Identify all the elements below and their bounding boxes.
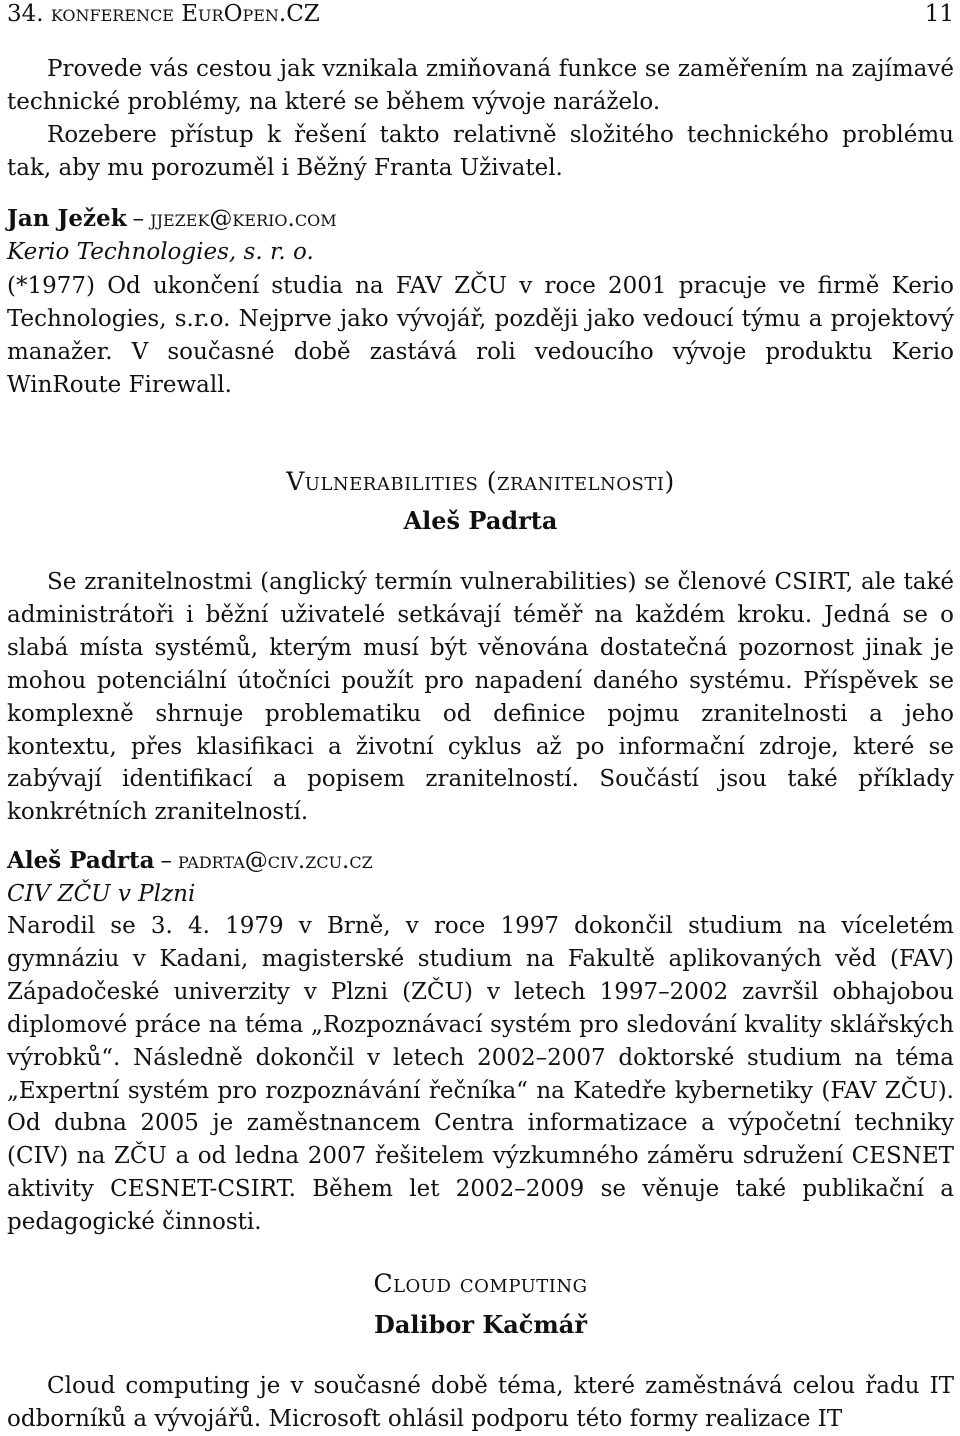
intro-paragraph-1: Provede vás cestou jak vznikala zmiňovaná funkce se zaměřením na zajímavé technické problémy, na které se během vývoje naráželo. [7, 56, 954, 115]
section-author-padrta: Aleš Padrta [403, 506, 558, 535]
bio-jezek-text: (*1977) Od ukončení studia na FAV ZČU v roce 2001 pracuje ve firmě Kerio Technologies, s.r.o. Nejprve jako vývojář, později jako vedoucí týmu a projektový manažer. V současné době zastává roli vedoucího vývoje produktu Kerio WinRoute Firewall. [7, 273, 954, 398]
conference-name: 34. konference EurOpen.CZ [7, 1, 320, 27]
abstract-vulnerabilities: Se zranitelnostmi (anglický termín vulnerabilities) se členové CSIRT, ale také administrátoři i běžní uživatelé setkávají téměř na každém kroku. Jedná se o slabá místa systémů, kterým musí být věnována dostatečná pozornost jinak je mohou potenciální útočníci použít pro napadení daného systému. Příspěvek se komplexně shrnuje problematiku od definice pojmu zranitelnosti a jeho kontextu, přes klasifikaci a životní cyklus až po informační zdroje, které se zabývají identifikací a popisem zranitelností. Součástí jsou také příklady konkrétních zranitelností. [7, 569, 954, 826]
intro-paragraph-2: Rozebere přístup k řešení takto relativně složitého technického problému tak, aby mu porozuměl i Běžný Franta Uživatel. [7, 122, 954, 181]
section-title-vulnerabilities: Vulnerabilities (zranitelnosti) [286, 467, 675, 496]
running-header [7, 0, 954, 32]
bio-padrta-affiliation: CIV ZČU v Plzni [7, 881, 196, 907]
author-email: padrta@civ.zcu.cz [177, 848, 373, 874]
section-author-kacmar: Dalibor Kačmář [374, 1310, 587, 1339]
page-number: 11 [924, 1, 954, 27]
author-email: jjezek@kerio.com [150, 206, 337, 232]
abstract-cloud-computing: Cloud computing je v současné době téma, které zaměstnává celou řadu IT odborníků a vývojářů. Microsoft ohlásil podporu této formy realizace IT [7, 1373, 954, 1432]
bio-padrta-text: Narodil se 3. 4. 1979 v Brně, v roce 1997 dokončil studium na víceletém gymnáziu v Kadani, magisterské studium na Fakultě aplikovaných věd (FAV) Západočeské univerzity v Plzni (ZČU) v letech 1997–2002 završil obhajobou diplomové práce na téma „Rozpoznávací systém pro sledování kvality sklářských výrobků“. Následně dokončil v letech 2002–2007 doktorské studium na téma „Expertní systém pro rozpoznávání řečníka“ na Katedře kybernetiky (FAV ZČU). Od dubna 2005 je zaměstnancem Centra informatizace a výpočetní techniky (CIV) na ZČU a od ledna 2007 řešitelem výzkumného záměru sdružení CESNET aktivity CESNET-CSIRT. Během let 2002–2009 se věnuje také publikační a pedagogické činnosti. [7, 913, 954, 1236]
author-name: Aleš Padrta [7, 847, 155, 874]
author-dash: – [160, 848, 172, 874]
section-title-cloud-computing: Cloud computing [373, 1269, 588, 1298]
author-dash: – [132, 206, 145, 232]
bio-jezek-author-line [7, 203, 337, 235]
bio-jezek-affiliation: Kerio Technologies, s. r. o. [7, 239, 314, 265]
bio-padrta-author-line [7, 845, 373, 877]
author-name: Jan Ježek [7, 205, 127, 232]
